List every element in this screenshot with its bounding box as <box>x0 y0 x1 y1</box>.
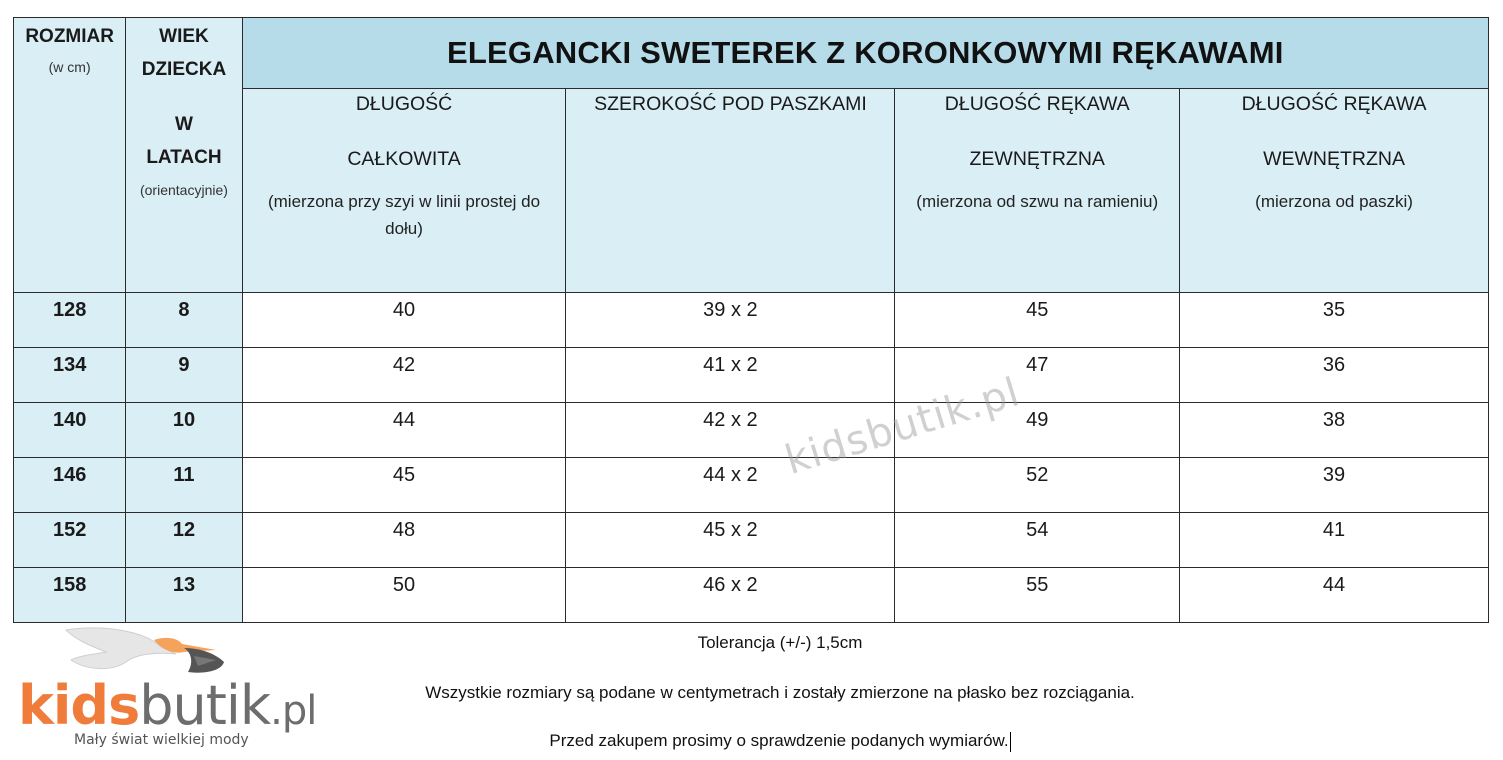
length-value: 42 <box>242 348 566 403</box>
column-header-sleeve-inner <box>1180 89 1489 293</box>
table-row <box>14 513 1489 568</box>
size-label: ROZMIAR <box>25 26 114 47</box>
width-value: 42 x 2 <box>566 403 895 458</box>
size-value: 134 <box>14 348 126 403</box>
sleeve-outer-value: 47 <box>895 348 1180 403</box>
column-header-sleeve-outer <box>895 89 1180 293</box>
sleeve-inner-value: 41 <box>1180 513 1489 568</box>
column-header-line1: DŁUGOŚĆ RĘKAWA <box>944 93 1130 115</box>
size-value: 128 <box>14 293 126 348</box>
table-row <box>14 348 1489 403</box>
age-value: 9 <box>126 348 242 403</box>
measurement-note: Wszystkie rozmiary są podane w centymetrach i zostały zmierzone na płasko bez rozciągania. <box>425 683 1135 702</box>
check-note-text: Przed zakupem prosimy o sprawdzenie podanych wymiarów. <box>549 731 1009 750</box>
size-table <box>13 17 1489 623</box>
sleeve-inner-value: 39 <box>1180 458 1489 513</box>
column-header-line2: ZEWNĘTRZNA <box>969 148 1105 170</box>
text-cursor <box>1010 732 1011 752</box>
length-value: 44 <box>242 403 566 458</box>
column-header-note: (mierzona od paszki) <box>1255 192 1413 211</box>
age-label-1: WIEK <box>159 26 209 47</box>
sleeve-inner-value: 35 <box>1180 293 1489 348</box>
tolerance-note: Tolerancja (+/-) 1,5cm <box>697 633 863 652</box>
watermark: kidsbutik.pl <box>780 369 1026 484</box>
sleeve-inner-value: 44 <box>1180 568 1489 623</box>
sleeve-outer-value: 45 <box>895 293 1180 348</box>
sleeve-outer-value: 52 <box>895 458 1180 513</box>
logo-butik: butik <box>139 674 271 737</box>
size-value: 140 <box>14 403 126 458</box>
age-note: (orientacyjnie) <box>139 182 228 198</box>
column-header-note: (mierzona od szwu na ramieniu) <box>916 192 1159 211</box>
table-row <box>14 458 1489 513</box>
width-value: 46 x 2 <box>566 568 895 623</box>
age-label-4: LATACH <box>146 147 222 168</box>
column-header-note: (mierzona przy szyi w linii prostej do dołu) <box>267 192 541 238</box>
width-value: 39 x 2 <box>566 293 895 348</box>
age-value: 8 <box>126 293 242 348</box>
size-value: 158 <box>14 568 126 623</box>
column-header-line1: SZEROKOŚĆ POD PASZKAMI <box>594 93 867 115</box>
age-value: 11 <box>126 458 242 513</box>
length-value: 48 <box>242 513 566 568</box>
length-value: 40 <box>242 293 566 348</box>
age-value: 10 <box>126 403 242 458</box>
sleeve-outer-value: 54 <box>895 513 1180 568</box>
column-header-length <box>242 89 566 293</box>
logo <box>16 622 317 752</box>
logo-slogan: Mały świat wielkiej mody <box>74 732 249 748</box>
size-header <box>14 18 126 293</box>
sleeve-inner-value: 36 <box>1180 348 1489 403</box>
sleeve-outer-value: 55 <box>895 568 1180 623</box>
age-header <box>126 18 242 293</box>
age-label-3: W <box>174 114 193 135</box>
title-row <box>14 18 1489 89</box>
table-row <box>14 293 1489 348</box>
size-unit: (w cm) <box>48 59 91 75</box>
title-cell <box>242 18 1488 89</box>
length-value: 45 <box>242 458 566 513</box>
column-header-line2: WEWNĘTRZNA <box>1263 148 1405 170</box>
length-value: 50 <box>242 568 566 623</box>
logo-domain: .pl <box>270 688 317 734</box>
logo-kids: kids <box>18 674 140 737</box>
logo-wordmark <box>18 674 316 737</box>
size-value: 146 <box>14 458 126 513</box>
page-title: ELEGANCKI SWETEREK Z KORONKOWYMI RĘKAWAMI <box>447 35 1284 70</box>
table-row <box>14 568 1489 623</box>
column-header-width <box>566 89 895 293</box>
age-value: 12 <box>126 513 242 568</box>
width-value: 45 x 2 <box>566 513 895 568</box>
column-header-line1: DŁUGOŚĆ RĘKAWA <box>1241 93 1427 115</box>
column-header-line2: CAŁKOWITA <box>347 148 461 170</box>
column-header-line1: DŁUGOŚĆ <box>355 93 453 115</box>
sleeve-inner-value: 38 <box>1180 403 1489 458</box>
sleeve-outer-value: 49 <box>895 403 1180 458</box>
width-value: 41 x 2 <box>566 348 895 403</box>
age-label-2: DZIECKA <box>141 59 227 80</box>
width-value: 44 x 2 <box>566 458 895 513</box>
age-value: 13 <box>126 568 242 623</box>
size-value: 152 <box>14 513 126 568</box>
table-row <box>14 403 1489 458</box>
